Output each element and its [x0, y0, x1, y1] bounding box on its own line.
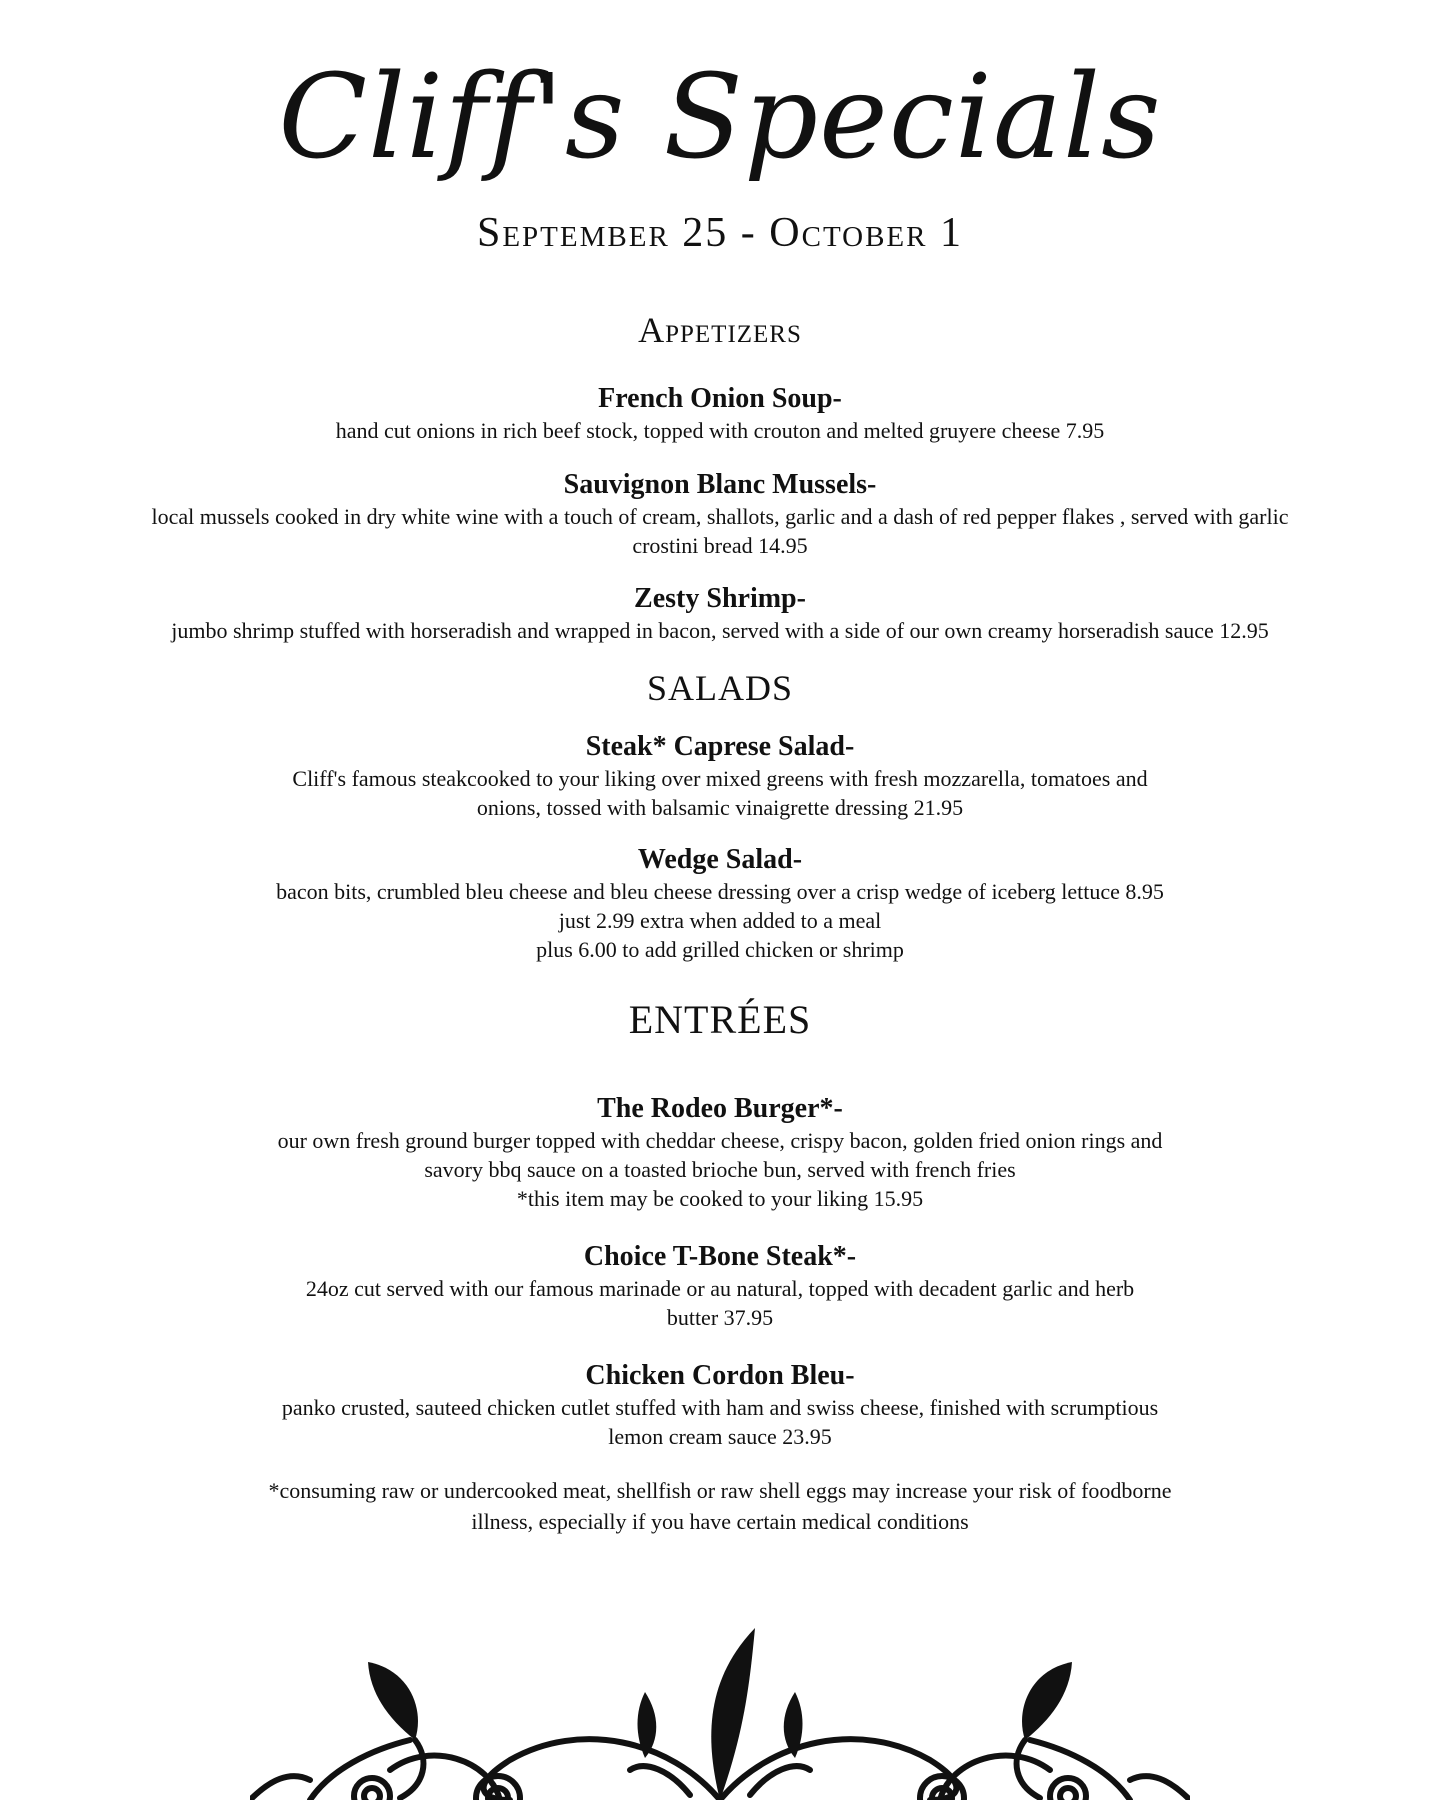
menu-item-t-bone-steak	[70, 1240, 1370, 1332]
item-desc-line: Cliff's famous steakcooked to your liking over mixed greens with fresh mozzarella, tomatoes and	[292, 766, 1148, 791]
item-name: Zesty Shrimp-	[634, 583, 806, 614]
item-desc-line: our own fresh ground burger topped with cheddar cheese, crispy bacon, golden fried onion rings and	[277, 1128, 1163, 1153]
item-desc-line: crostini bread 14.95	[632, 533, 808, 558]
item-name: Choice T-Bone Steak*-	[583, 1241, 857, 1272]
section-title-salads: SALADS	[646, 668, 794, 708]
menu-item-zesty-shrimp	[70, 582, 1370, 645]
item-name: Steak* Caprese Salad-	[585, 731, 855, 762]
item-name: Chicken Cordon Bleu-	[585, 1360, 855, 1391]
item-desc-line: 24oz cut served with our famous marinade or au natural, topped with decadent garlic and herb	[305, 1276, 1135, 1301]
item-desc-line: plus 6.00 to add grilled chicken or shrimp	[536, 937, 904, 962]
item-desc-line: panko crusted, sauteed chicken cutlet stuffed with ham and swiss cheese, finished with scrumptious	[281, 1395, 1159, 1420]
item-name: Sauvignon Blanc Mussels-	[563, 469, 877, 500]
disclaimer-line: illness, especially if you have certain medical conditions	[471, 1509, 969, 1534]
menu-title: Cliff's Specials	[278, 50, 1162, 185]
item-name: The Rodeo Burger*-	[597, 1093, 843, 1124]
item-desc-line: bacon bits, crumbled bleu cheese and bleu cheese dressing over a crisp wedge of iceberg lettuce 8.95	[276, 879, 1164, 904]
item-desc-line: butter 37.95	[666, 1305, 774, 1330]
flourish-ornament-icon	[250, 1620, 1190, 1800]
section-title-appetizers: Appetizers	[638, 310, 802, 350]
item-desc-line: local mussels cooked in dry white wine with a touch of cream, shallots, garlic and a dash of red pepper flakes , served with garlic	[151, 504, 1289, 529]
item-name: Wedge Salad-	[637, 844, 803, 875]
item-desc-line: just 2.99 extra when added to a meal	[558, 908, 882, 933]
section-title-entrees: ENTRÉES	[628, 997, 812, 1042]
item-desc-line: lemon cream sauce 23.95	[608, 1424, 832, 1449]
menu-item-chicken-cordon-bleu	[70, 1359, 1370, 1451]
item-desc-line: jumbo shrimp stuffed with horseradish and wrapped in bacon, served with a side of our own creamy horseradish sauce 12.95	[171, 618, 1269, 643]
menu-item-wedge-salad	[70, 843, 1370, 964]
item-desc-line: savory bbq sauce on a toasted brioche bun, served with french fries	[424, 1157, 1016, 1182]
disclaimer-line: *consuming raw or undercooked meat, shellfish or raw shell eggs may increase your risk of foodborne	[268, 1478, 1172, 1503]
item-desc-line: onions, tossed with balsamic vinaigrette dressing 21.95	[476, 795, 964, 820]
menu-item-rodeo-burger	[70, 1092, 1370, 1213]
item-desc-line: hand cut onions in rich beef stock, topped with crouton and melted gruyere cheese 7.95	[335, 418, 1105, 443]
food-safety-disclaimer	[120, 1475, 1320, 1537]
menu-dates: September 25 - October 1	[476, 210, 963, 256]
item-name: French Onion Soup-	[598, 383, 842, 414]
menu-item-french-onion-soup	[70, 382, 1370, 445]
menu-item-sauvignon-blanc-mussels	[70, 468, 1370, 560]
item-desc-line: *this item may be cooked to your liking 15.95	[516, 1186, 924, 1211]
menu-item-steak-caprese-salad	[70, 730, 1370, 822]
